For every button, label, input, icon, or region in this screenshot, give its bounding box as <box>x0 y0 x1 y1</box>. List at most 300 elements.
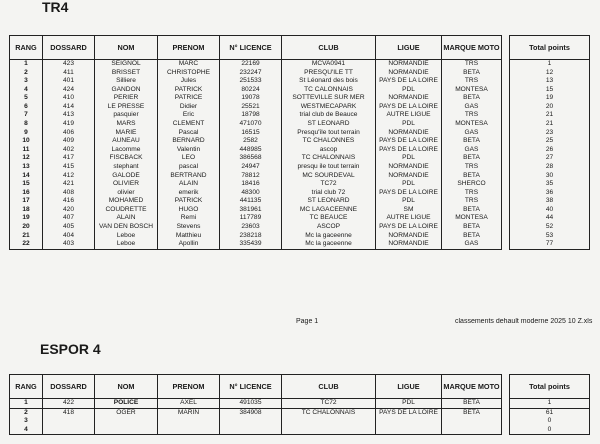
cell-last-name: FISCBACK <box>95 154 158 163</box>
total-row <box>510 154 590 163</box>
total-points-header: Total points <box>510 375 590 399</box>
cell-first-name: Valentin <box>158 146 220 155</box>
cell-rank: 1 <box>10 60 43 69</box>
cell-rank: 17 <box>10 197 43 206</box>
col-header-last-name: NOM <box>95 375 158 399</box>
cell-bib: 407 <box>43 214 95 223</box>
cell-club: TC72 <box>282 180 376 189</box>
total-row <box>510 189 590 198</box>
cell-rank: 13 <box>10 163 43 172</box>
cell-last-name: Lacomme <box>95 146 158 155</box>
cell-licence: 384908 <box>220 408 282 417</box>
cell-licence: 491035 <box>220 399 282 409</box>
cell-licence: 22169 <box>220 60 282 69</box>
cell-rank: 4 <box>10 86 43 95</box>
table-row <box>10 111 502 120</box>
cell-league: PAYS DE LA LOIRE <box>376 408 442 417</box>
cell-last-name <box>95 417 158 426</box>
cell-total-points: 61 <box>510 408 590 417</box>
table-row <box>10 86 502 95</box>
cell-bike-brand: BETA <box>442 154 502 163</box>
cell-league: NORMANDIE <box>376 60 442 69</box>
cell-rank: 15 <box>10 180 43 189</box>
cell-licence: 251533 <box>220 77 282 86</box>
cell-licence <box>220 426 282 435</box>
total-points-table-espor4 <box>509 374 590 435</box>
table-row <box>10 60 502 69</box>
cell-first-name: emerik <box>158 189 220 198</box>
cell-bike-brand: TRS <box>442 77 502 86</box>
cell-bib: 401 <box>43 77 95 86</box>
section-title-tr4: TR4 <box>42 0 69 15</box>
cell-total-points: 0 <box>510 426 590 435</box>
cell-total-points: 36 <box>510 189 590 198</box>
cell-last-name: PERIER <box>95 94 158 103</box>
table-row <box>10 180 502 189</box>
cell-rank: 6 <box>10 103 43 112</box>
cell-league: NORMANDIE <box>376 94 442 103</box>
cell-last-name: AUNEAU <box>95 137 158 146</box>
table-row <box>10 206 502 215</box>
cell-rank: 2 <box>10 69 43 78</box>
cell-league: AUTRE LIGUE <box>376 214 442 223</box>
cell-club: TC CHALONNES <box>282 137 376 146</box>
cell-rank: 3 <box>10 77 43 86</box>
cell-licence: 24947 <box>220 163 282 172</box>
cell-bib: 409 <box>43 137 95 146</box>
cell-bike-brand: BETA <box>442 94 502 103</box>
cell-bib: 421 <box>43 180 95 189</box>
cell-first-name: Apollin <box>158 240 220 249</box>
cell-rank: 8 <box>10 120 43 129</box>
cell-first-name: PATRICK <box>158 197 220 206</box>
cell-league: PAYS DE LA LOIRE <box>376 189 442 198</box>
cell-bike-brand: BETA <box>442 408 502 417</box>
table-row <box>10 94 502 103</box>
cell-first-name: ALAIN <box>158 180 220 189</box>
cell-last-name: Silliere <box>95 77 158 86</box>
cell-first-name: BERNARD <box>158 137 220 146</box>
cell-bib: 424 <box>43 86 95 95</box>
cell-total-points: 1 <box>510 399 590 409</box>
cell-licence: 78812 <box>220 172 282 181</box>
cell-licence: 448985 <box>220 146 282 155</box>
cell-bike-brand <box>442 417 502 426</box>
cell-bib: 413 <box>43 111 95 120</box>
cell-total-points: 77 <box>510 240 590 249</box>
cell-total-points: 44 <box>510 214 590 223</box>
cell-last-name: GANDON <box>95 86 158 95</box>
cell-bike-brand <box>442 426 502 435</box>
cell-bike-brand: TRS <box>442 163 502 172</box>
cell-first-name: Didier <box>158 103 220 112</box>
cell-rank: 11 <box>10 146 43 155</box>
cell-bib: 419 <box>43 120 95 129</box>
cell-total-points: 1 <box>510 60 590 69</box>
cell-licence: 18416 <box>220 180 282 189</box>
cell-total-points: 15 <box>510 86 590 95</box>
cell-league: AUTRE LIGUE <box>376 111 442 120</box>
cell-bike-brand: SHERCO <box>442 180 502 189</box>
cell-total-points: 27 <box>510 154 590 163</box>
total-row <box>510 60 590 69</box>
cell-bib: 418 <box>43 408 95 417</box>
page-number: Page 1 <box>296 318 319 325</box>
cell-licence: 23603 <box>220 223 282 232</box>
col-header-rank: RANG <box>10 36 43 60</box>
total-row <box>510 214 590 223</box>
cell-licence: 386568 <box>220 154 282 163</box>
results-table-espor4 <box>9 374 502 435</box>
total-row <box>510 146 590 155</box>
cell-bike-brand: GAS <box>442 129 502 138</box>
cell-last-name: SEIGNOL <box>95 60 158 69</box>
table-header-row <box>10 375 502 399</box>
cell-last-name: OGER <box>95 408 158 417</box>
table-row <box>10 154 502 163</box>
cell-total-points: 38 <box>510 197 590 206</box>
cell-last-name: MOHAMED <box>95 197 158 206</box>
table-row <box>10 163 502 172</box>
file-name: classements dehault moderne 2025 10 Z.xls <box>455 318 593 325</box>
cell-total-points: 13 <box>510 77 590 86</box>
cell-bib: 402 <box>43 146 95 155</box>
cell-total-points: 21 <box>510 120 590 129</box>
cell-rank: 22 <box>10 240 43 249</box>
col-header-bike-brand: MARQUE MOTO <box>442 375 502 399</box>
col-header-first-name: PRENOM <box>158 375 220 399</box>
total-row <box>510 408 590 417</box>
cell-league: PDL <box>376 197 442 206</box>
cell-licence: 80224 <box>220 86 282 95</box>
cell-rank: 19 <box>10 214 43 223</box>
cell-total-points: 20 <box>510 103 590 112</box>
cell-league <box>376 426 442 435</box>
total-row <box>510 86 590 95</box>
cell-licence: 48300 <box>220 189 282 198</box>
cell-league: PDL <box>376 154 442 163</box>
cell-last-name: stephant <box>95 163 158 172</box>
table-header-row <box>10 36 502 60</box>
cell-rank: 4 <box>10 426 43 435</box>
cell-bike-brand: MONTESA <box>442 86 502 95</box>
table-row <box>10 146 502 155</box>
cell-licence: 238218 <box>220 232 282 241</box>
col-header-licence: N° LICENCE <box>220 36 282 60</box>
total-row <box>510 163 590 172</box>
cell-bike-brand: MONTESA <box>442 214 502 223</box>
cell-club: TC BEAUCE <box>282 214 376 223</box>
cell-rank: 18 <box>10 206 43 215</box>
cell-club: TC72 <box>282 399 376 409</box>
cell-bike-brand: BETA <box>442 137 502 146</box>
cell-total-points: 28 <box>510 163 590 172</box>
table-row <box>10 399 502 409</box>
cell-club: MCVA0941 <box>282 60 376 69</box>
total-row <box>510 417 590 426</box>
cell-league: PDL <box>376 180 442 189</box>
cell-first-name: Matthieu <box>158 232 220 241</box>
cell-licence: 19078 <box>220 94 282 103</box>
cell-league: PAYS DE LA LOIRE <box>376 103 442 112</box>
cell-bib <box>43 417 95 426</box>
cell-first-name: Eric <box>158 111 220 120</box>
cell-first-name: pascal <box>158 163 220 172</box>
col-header-bib: DOSSARD <box>43 36 95 60</box>
cell-club: ASCOP <box>282 223 376 232</box>
cell-licence: 25521 <box>220 103 282 112</box>
cell-bib: 420 <box>43 206 95 215</box>
total-row <box>510 426 590 435</box>
col-header-club: CLUB <box>282 36 376 60</box>
cell-last-name: VAN DEN BOSCH <box>95 223 158 232</box>
cell-total-points: 23 <box>510 129 590 138</box>
cell-total-points: 25 <box>510 137 590 146</box>
cell-first-name <box>158 417 220 426</box>
col-header-league: LIGUE <box>376 375 442 399</box>
cell-bike-brand: TRS <box>442 60 502 69</box>
table-row <box>10 426 502 435</box>
table-row <box>10 214 502 223</box>
table-row <box>10 137 502 146</box>
cell-total-points: 53 <box>510 232 590 241</box>
cell-club: SOTTEVILLE SUR MER <box>282 94 376 103</box>
table-row <box>10 232 502 241</box>
cell-club: PRESQU'ILE TT <box>282 69 376 78</box>
total-row <box>510 94 590 103</box>
total-points-header: Total points <box>510 36 590 60</box>
cell-bib: 422 <box>43 399 95 409</box>
cell-bib: 423 <box>43 60 95 69</box>
cell-bib: 415 <box>43 163 95 172</box>
total-row <box>510 399 590 409</box>
cell-bike-brand: BETA <box>442 69 502 78</box>
results-table-tr4 <box>9 35 502 250</box>
cell-first-name <box>158 426 220 435</box>
cell-rank: 21 <box>10 232 43 241</box>
table-row <box>10 197 502 206</box>
cell-club: TC CHALONNAIS <box>282 408 376 417</box>
cell-first-name: MARIN <box>158 408 220 417</box>
cell-last-name: LE PRESSE <box>95 103 158 112</box>
cell-club: TC CALONNAIS <box>282 86 376 95</box>
col-header-first-name: PRENOM <box>158 36 220 60</box>
table-row <box>10 172 502 181</box>
cell-licence: 441135 <box>220 197 282 206</box>
cell-bike-brand: BETA <box>442 232 502 241</box>
cell-club: Mc la gaceenne <box>282 240 376 249</box>
cell-bib: 408 <box>43 189 95 198</box>
cell-last-name: Leboe <box>95 232 158 241</box>
cell-last-name: MARS <box>95 120 158 129</box>
table-row <box>10 240 502 249</box>
total-row <box>510 172 590 181</box>
total-row <box>510 103 590 112</box>
cell-licence: 471070 <box>220 120 282 129</box>
cell-club: Mc la gaceenne <box>282 232 376 241</box>
cell-bib: 417 <box>43 154 95 163</box>
cell-first-name: CHRISTOPHE <box>158 69 220 78</box>
cell-rank: 9 <box>10 129 43 138</box>
total-row <box>510 129 590 138</box>
cell-league: PAYS DE LA LOIRE <box>376 137 442 146</box>
table-row <box>10 408 502 417</box>
table-row <box>10 129 502 138</box>
col-header-bib: DOSSARD <box>43 375 95 399</box>
cell-club <box>282 426 376 435</box>
col-header-league: LIGUE <box>376 36 442 60</box>
cell-league: NORMANDIE <box>376 163 442 172</box>
cell-first-name: PATRICK <box>158 86 220 95</box>
cell-bib <box>43 426 95 435</box>
cell-bike-brand: GAS <box>442 146 502 155</box>
cell-total-points: 40 <box>510 206 590 215</box>
cell-licence: 18798 <box>220 111 282 120</box>
cell-last-name: POLICE <box>95 399 158 409</box>
cell-bib: 411 <box>43 69 95 78</box>
total-row <box>510 223 590 232</box>
total-row <box>510 240 590 249</box>
cell-first-name: CLEMENT <box>158 120 220 129</box>
col-header-club: CLUB <box>282 375 376 399</box>
total-row <box>510 232 590 241</box>
cell-bike-brand: GAS <box>442 240 502 249</box>
cell-league: NORMANDIE <box>376 172 442 181</box>
table-row <box>10 69 502 78</box>
total-row <box>510 120 590 129</box>
cell-last-name <box>95 426 158 435</box>
table-row <box>10 223 502 232</box>
cell-club: TC CHALONNAIS <box>282 154 376 163</box>
cell-bike-brand: BETA <box>442 223 502 232</box>
cell-league: PDL <box>376 399 442 409</box>
cell-bib: 412 <box>43 172 95 181</box>
cell-licence: 381961 <box>220 206 282 215</box>
cell-first-name: Jules <box>158 77 220 86</box>
cell-club: trial club de Beauce <box>282 111 376 120</box>
cell-first-name: Pascal <box>158 129 220 138</box>
cell-club: ST LEONARD <box>282 197 376 206</box>
cell-total-points: 21 <box>510 111 590 120</box>
section-title-espor4: ESPOR 4 <box>40 341 101 357</box>
cell-rank: 10 <box>10 137 43 146</box>
cell-licence: 2582 <box>220 137 282 146</box>
cell-bike-brand: BETA <box>442 172 502 181</box>
cell-last-name: Leboe <box>95 240 158 249</box>
cell-league: NORMANDIE <box>376 69 442 78</box>
cell-rank: 7 <box>10 111 43 120</box>
total-row <box>510 197 590 206</box>
cell-total-points: 26 <box>510 146 590 155</box>
table-row <box>10 77 502 86</box>
cell-licence: 16515 <box>220 129 282 138</box>
cell-league: PAYS DE LA LOIRE <box>376 223 442 232</box>
total-row <box>510 111 590 120</box>
total-row <box>510 69 590 78</box>
cell-league: NORMANDIE <box>376 129 442 138</box>
cell-first-name: AXEL <box>158 399 220 409</box>
cell-first-name: BERTRAND <box>158 172 220 181</box>
cell-league <box>376 417 442 426</box>
cell-bike-brand: GAS <box>442 103 502 112</box>
cell-first-name: MARC <box>158 60 220 69</box>
cell-last-name: OLIVIER <box>95 180 158 189</box>
cell-bib: 404 <box>43 232 95 241</box>
col-header-rank: RANG <box>10 375 43 399</box>
cell-club: ascop <box>282 146 376 155</box>
table-row <box>10 120 502 129</box>
table-row <box>10 189 502 198</box>
cell-club: MC LAGACEENNE <box>282 206 376 215</box>
cell-rank: 12 <box>10 154 43 163</box>
cell-bib: 410 <box>43 94 95 103</box>
cell-rank: 20 <box>10 223 43 232</box>
cell-rank: 3 <box>10 417 43 426</box>
cell-club: presqu ile tout terrain <box>282 163 376 172</box>
cell-first-name: HUGO <box>158 206 220 215</box>
cell-first-name: Stevens <box>158 223 220 232</box>
cell-club: trial club 72 <box>282 189 376 198</box>
cell-rank: 14 <box>10 172 43 181</box>
cell-total-points: 35 <box>510 180 590 189</box>
cell-bib: 403 <box>43 240 95 249</box>
cell-league: PAYS DE LA LOIRE <box>376 146 442 155</box>
cell-league: PAYS DE LA LOIRE <box>376 77 442 86</box>
cell-first-name: LEO <box>158 154 220 163</box>
table-row <box>10 417 502 426</box>
cell-league: NORMANDIE <box>376 232 442 241</box>
cell-last-name: COUDRETTE <box>95 206 158 215</box>
cell-bib: 406 <box>43 129 95 138</box>
col-header-bike-brand: MARQUE MOTO <box>442 36 502 60</box>
cell-last-name: olivier <box>95 189 158 198</box>
cell-total-points: 30 <box>510 172 590 181</box>
cell-rank: 16 <box>10 189 43 198</box>
cell-league: SM <box>376 206 442 215</box>
cell-bike-brand: MONTESA <box>442 120 502 129</box>
cell-league: NORMANDIE <box>376 240 442 249</box>
cell-last-name: MARIE <box>95 129 158 138</box>
cell-bib: 414 <box>43 103 95 112</box>
cell-bike-brand: TRS <box>442 189 502 198</box>
cell-bike-brand: BETA <box>442 399 502 409</box>
cell-licence <box>220 417 282 426</box>
col-header-last-name: NOM <box>95 36 158 60</box>
cell-league: PDL <box>376 86 442 95</box>
cell-rank: 2 <box>10 408 43 417</box>
cell-league: PDL <box>376 120 442 129</box>
cell-last-name: pasquier <box>95 111 158 120</box>
cell-licence: 232247 <box>220 69 282 78</box>
col-header-licence: N° LICENCE <box>220 375 282 399</box>
cell-club: WESTMECAPARK <box>282 103 376 112</box>
cell-bib: 405 <box>43 223 95 232</box>
total-row <box>510 137 590 146</box>
cell-total-points: 0 <box>510 417 590 426</box>
cell-bike-brand: TRS <box>442 111 502 120</box>
cell-licence: 335439 <box>220 240 282 249</box>
cell-total-points: 12 <box>510 69 590 78</box>
cell-rank: 1 <box>10 399 43 409</box>
cell-total-points: 52 <box>510 223 590 232</box>
total-row <box>510 77 590 86</box>
cell-bib: 416 <box>43 197 95 206</box>
cell-total-points: 19 <box>510 94 590 103</box>
cell-last-name: ALAIN <box>95 214 158 223</box>
cell-first-name: Remi <box>158 214 220 223</box>
total-points-table-tr4 <box>509 35 590 250</box>
cell-bike-brand: BETA <box>442 206 502 215</box>
